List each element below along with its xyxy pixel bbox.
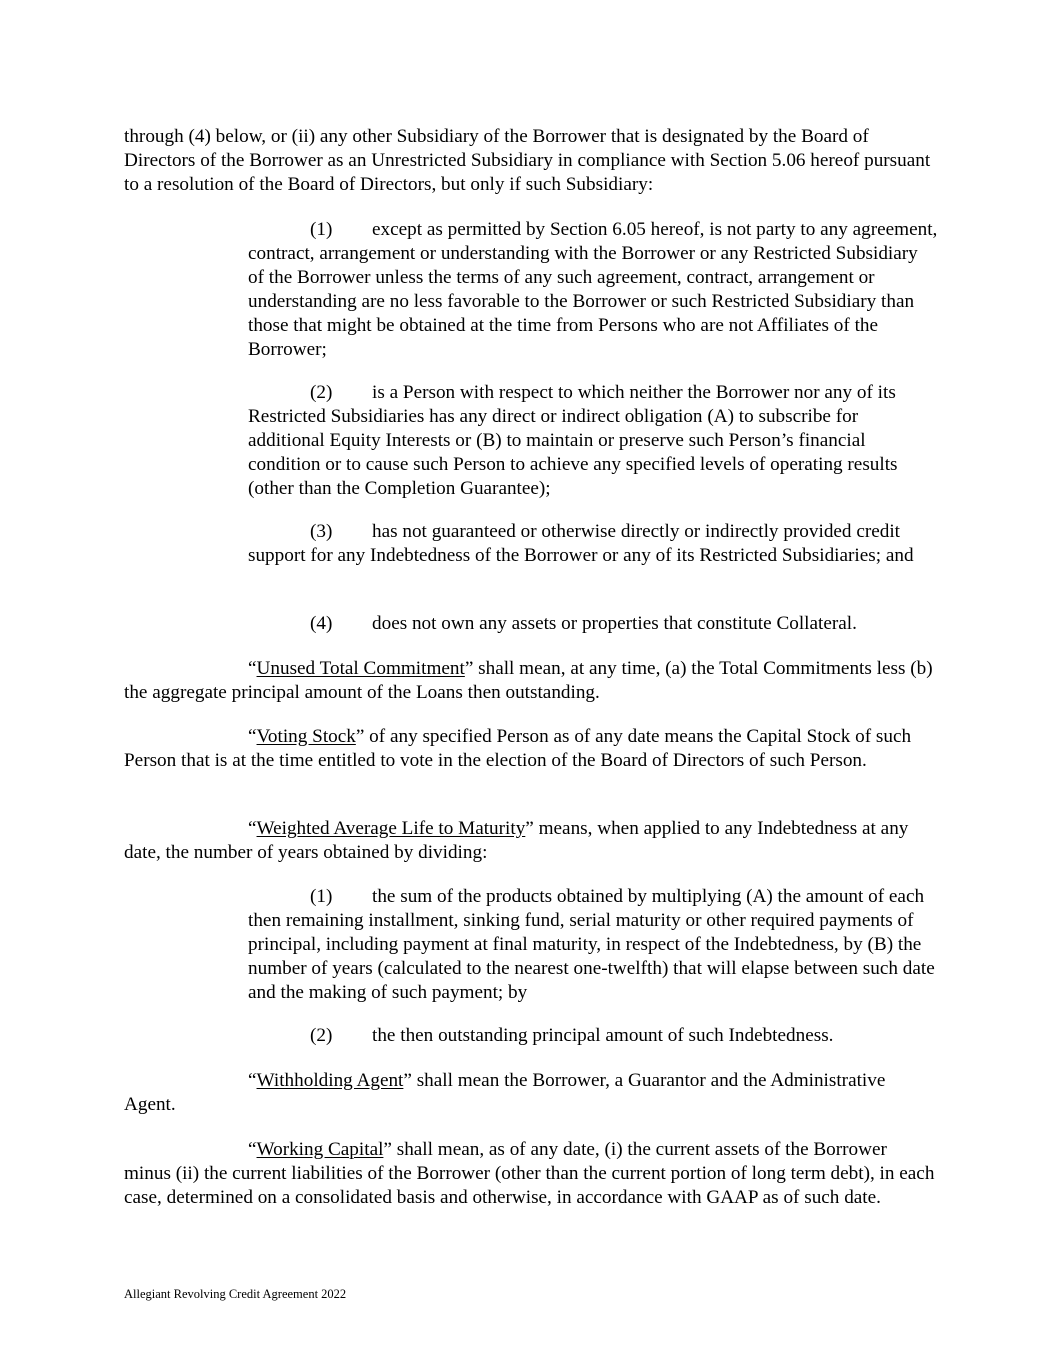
definition-unused-total-commitment: “Unused Total Commitment” shall mean, at any time, (a) the Total Commitments less (b) the aggregate principal amount of the Loans then outstanding. bbox=[124, 658, 933, 703]
item-number: (1) bbox=[310, 886, 333, 907]
item-text: the then outstanding principal amount of such Indebtedness. bbox=[372, 1025, 834, 1046]
item-number: (2) bbox=[310, 382, 333, 403]
definition-withholding-agent: “Withholding Agent” shall mean the Borrower, a Guarantor and the Administrative Agent. bbox=[124, 1070, 886, 1115]
defined-term: Voting Stock bbox=[256, 726, 356, 747]
item-number: (2) bbox=[310, 1025, 333, 1046]
unrestricted-item-4 bbox=[248, 612, 938, 636]
definition-weighted-average-life: “Weighted Average Life to Maturity” means, when applied to any Indebtedness at any date, the number of years obtained by dividing: bbox=[124, 818, 909, 863]
item-text: does not own any assets or properties that constitute Collateral. bbox=[372, 613, 857, 634]
intro-paragraph: through (4) below, or (ii) any other Subsidiary of the Borrower that is designated by the Board of Directors of the Borrower as an Unrestricted Subsidiary in compliance with Section 5.06 hereof pursuant to a resolution of the Board of Directors, but only if such Subsidiary: bbox=[124, 126, 931, 195]
item-number: (3) bbox=[310, 521, 333, 542]
item-text: has not guaranteed or otherwise directly or indirectly provided credit support for any Indebtedness of the Borrower or any of its Restricted Subsidiaries; and bbox=[248, 521, 914, 566]
defined-term: Working Capital bbox=[256, 1139, 384, 1160]
item-number: (4) bbox=[310, 613, 333, 634]
defined-term: Unused Total Commitment bbox=[256, 658, 465, 679]
definition-text: ” shall mean the Borrower, a Guarantor and the Administrative Agent. bbox=[124, 1070, 886, 1115]
item-number: (1) bbox=[310, 219, 333, 240]
unrestricted-item-2 bbox=[248, 381, 938, 501]
weighted-item-1 bbox=[248, 885, 938, 1005]
defined-term: Weighted Average Life to Maturity bbox=[256, 818, 526, 839]
weighted-item-2 bbox=[248, 1024, 938, 1048]
definition-working-capital: “Working Capital” shall mean, as of any date, (i) the current assets of the Borrower minus (ii) the current liabilities of the Borrower (other than the current portion of long term debt), in each case, determined on a consolidated basis and otherwise, in accordance with GAAP as of such date. bbox=[124, 1139, 935, 1208]
definition-voting-stock: “Voting Stock” of any specified Person as of any date means the Capital Stock of such Person that is at the time entitled to vote in the election of the Board of Directors of such Person. bbox=[124, 726, 912, 771]
definition-text: ” shall mean, at any time, (a) the Total Commitments less (b) the aggregate principal amount of the Loans then outstanding. bbox=[124, 658, 933, 703]
definition-text: ” of any specified Person as of any date means the Capital Stock of such Person that is at the time entitled to vote in the election of the Board of Directors of such Person. bbox=[124, 726, 912, 771]
definition-text: ” means, when applied to any Indebtedness at any date, the number of years obtained by dividing: bbox=[124, 818, 909, 863]
item-text: the sum of the products obtained by multiplying (A) the amount of each then remaining installment, sinking fund, serial maturity or other required payments of principal, including payment at final maturity, in respect of the Indebtedness, by (B) the number of years (calculated to the nearest one-twelfth) that will elapse between such date and the making of such payment; by bbox=[248, 886, 935, 1003]
item-text: is a Person with respect to which neither the Borrower nor any of its Restricted Subsidiaries has any direct or indirect obligation (A) to subscribe for additional Equity Interests or (B) to maintain or preserve such Person’s financial condition or to cause such Person to achieve any specified levels of operating results (other than the Completion Guarantee); bbox=[248, 382, 898, 499]
defined-term: Withholding Agent bbox=[256, 1070, 404, 1091]
unrestricted-item-3 bbox=[248, 520, 938, 568]
page-footer: Allegiant Revolving Credit Agreement 2022 bbox=[124, 1287, 347, 1301]
definition-text: ” shall mean, as of any date, (i) the current assets of the Borrower minus (ii) the current liabilities of the Borrower (other than the current portion of long term debt), in each case, determined on a consolidated basis and otherwise, in accordance with GAAP as of such date. bbox=[124, 1139, 935, 1208]
unrestricted-item-1 bbox=[248, 218, 938, 362]
item-text: except as permitted by Section 6.05 hereof, is not party to any agreement, contract, arrangement or understanding with the Borrower or any Restricted Subsidiary of the Borrower unless the terms of any such agreement, contract, arrangement or understanding are no less favorable to the Borrower or such Restricted Subsidiary than those that might be obtained at the time from Persons who are not Affiliates of the Borrower; bbox=[248, 219, 938, 360]
